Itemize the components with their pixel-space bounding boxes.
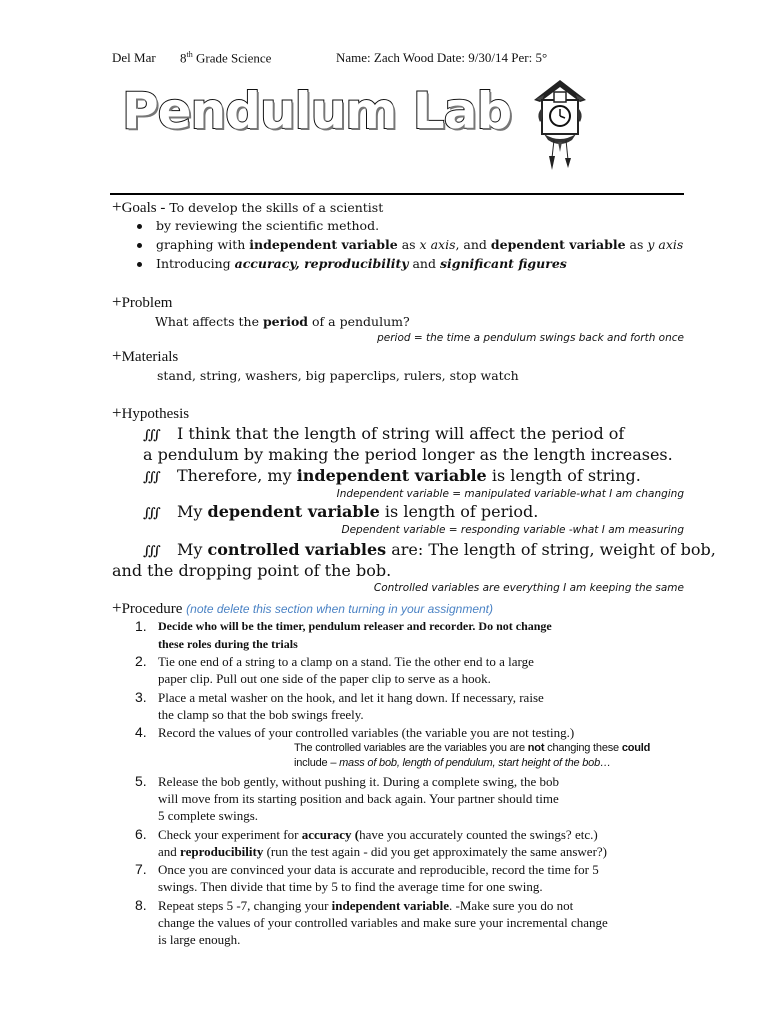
problem-note: period = the time a pendulum swings back and forth once: [377, 332, 684, 344]
step-text: Once you are convinced your data is accurate and reproducible, record the time for 5: [158, 862, 599, 877]
step-text: Record the values of your controlled variables (the variable you are not testing.): [158, 725, 575, 740]
procedure-note: (note delete this section when turning in your assignment): [186, 602, 493, 616]
materials-list: stand, string, washers, big paperclips, rulers, stop watch: [157, 368, 519, 383]
problem-question: What affects the period of a pendulum?: [155, 314, 410, 329]
step-text: the clamp so that the bob swings freely.: [158, 707, 364, 722]
step-text: 5 complete swings.: [158, 808, 259, 823]
goals-intro: To develop the skills of a scientist: [165, 200, 384, 215]
hypothesis-heading: +Hypothesis: [112, 403, 190, 422]
step-text: change the values of your controlled variables and make sure your incremental change: [158, 915, 608, 930]
goal-item: Introducing accuracy, reproducibility and significant figures: [137, 256, 567, 271]
cuckoo-clock-icon: [530, 78, 590, 170]
step-subnote: include – mass of bob, length of pendulum, start height of the bob…: [294, 757, 611, 769]
step-text: Repeat steps 5 -7, changing your independent variable. -Make sure you do not: [158, 898, 574, 913]
swirl-bullet-icon: ∭: [143, 544, 162, 559]
step-text: Check your experiment for accuracy (have you accurately counted the swings? etc.): [158, 827, 598, 842]
step-number: 6.: [135, 826, 147, 842]
step-text: Place a metal washer on the hook, and let it hang down. If necessary, raise: [158, 690, 544, 705]
step-text: Decide who will be the timer, pendulum releaser and recorder. Do not change: [158, 619, 552, 633]
step-text: these roles during the trials: [158, 637, 298, 651]
step-number: 2.: [135, 653, 147, 669]
swirl-bullet-icon: ∭: [143, 506, 162, 521]
hypothesis-line: and the dropping point of the bob.: [112, 561, 392, 580]
hypothesis-note: Independent variable = manipulated variable-what I am changing: [336, 488, 684, 500]
step-number: 7.: [135, 861, 147, 877]
step-number: 3.: [135, 689, 147, 705]
goal-item: graphing with independent variable as x axis, and dependent variable as y axis: [137, 237, 683, 252]
hypothesis-line: a pendulum by making the period longer as the length increases.: [143, 445, 673, 464]
swirl-bullet-icon: ∭: [143, 428, 162, 443]
goal-item: by reviewing the scientific method.: [137, 218, 379, 233]
step-number: 8.: [135, 897, 147, 913]
step-text: Tie one end of a string to a clamp on a stand. Tie the other end to a large: [158, 654, 534, 669]
materials-heading: +Materials: [112, 346, 179, 365]
step-text: Release the bob gently, without pushing it. During a complete swing, the bob: [158, 774, 560, 789]
step-number: 1.: [135, 618, 147, 634]
step-number: 4.: [135, 724, 147, 740]
hypothesis-line: ∭ Therefore, my independent variable is length of string.: [143, 466, 641, 485]
step-text: swings. Then divide that time by 5 to find the average time for one swing.: [158, 879, 543, 894]
step-text: will move from its starting position and back again. Your partner should time: [158, 791, 559, 806]
student-info: Name: Zach Wood Date: 9/30/14 Per: 5°: [336, 50, 548, 65]
page-title: Pendulum Lab: [122, 82, 512, 140]
swirl-bullet-icon: ∭: [143, 470, 162, 485]
step-number: 5.: [135, 773, 147, 789]
goals-heading: Goals -: [121, 200, 166, 216]
step-subnote: The controlled variables are the variables you are not changing these could: [294, 742, 651, 754]
hypothesis-line: ∭ My controlled variables are: The length of string, weight of bob,: [143, 540, 716, 559]
step-text: and reproducibility (run the test again - did you get approximately the same answer?): [158, 844, 608, 859]
goals-section: +Goals - To develop the skills of a scientist: [112, 197, 384, 216]
header-divider: [110, 193, 684, 195]
step-text: is large enough.: [158, 932, 241, 947]
problem-heading: +Problem: [112, 292, 173, 311]
hypothesis-line: ∭ My dependent variable is length of period.: [143, 502, 539, 521]
hypothesis-note: Dependent variable = responding variable -what I am measuring: [341, 524, 684, 536]
class-name: 8th Grade Science: [180, 50, 272, 66]
hypothesis-note: Controlled variables are everything I am keeping the same: [373, 582, 684, 594]
hypothesis-line: ∭ I think that the length of string will affect the period of: [143, 424, 625, 443]
school-name: Del Mar: [112, 50, 156, 65]
procedure-heading: +Procedure (note delete this section when turning in your assignment): [112, 598, 493, 617]
step-text: paper clip. Pull out one side of the paper clip to serve as a hook.: [158, 671, 491, 686]
